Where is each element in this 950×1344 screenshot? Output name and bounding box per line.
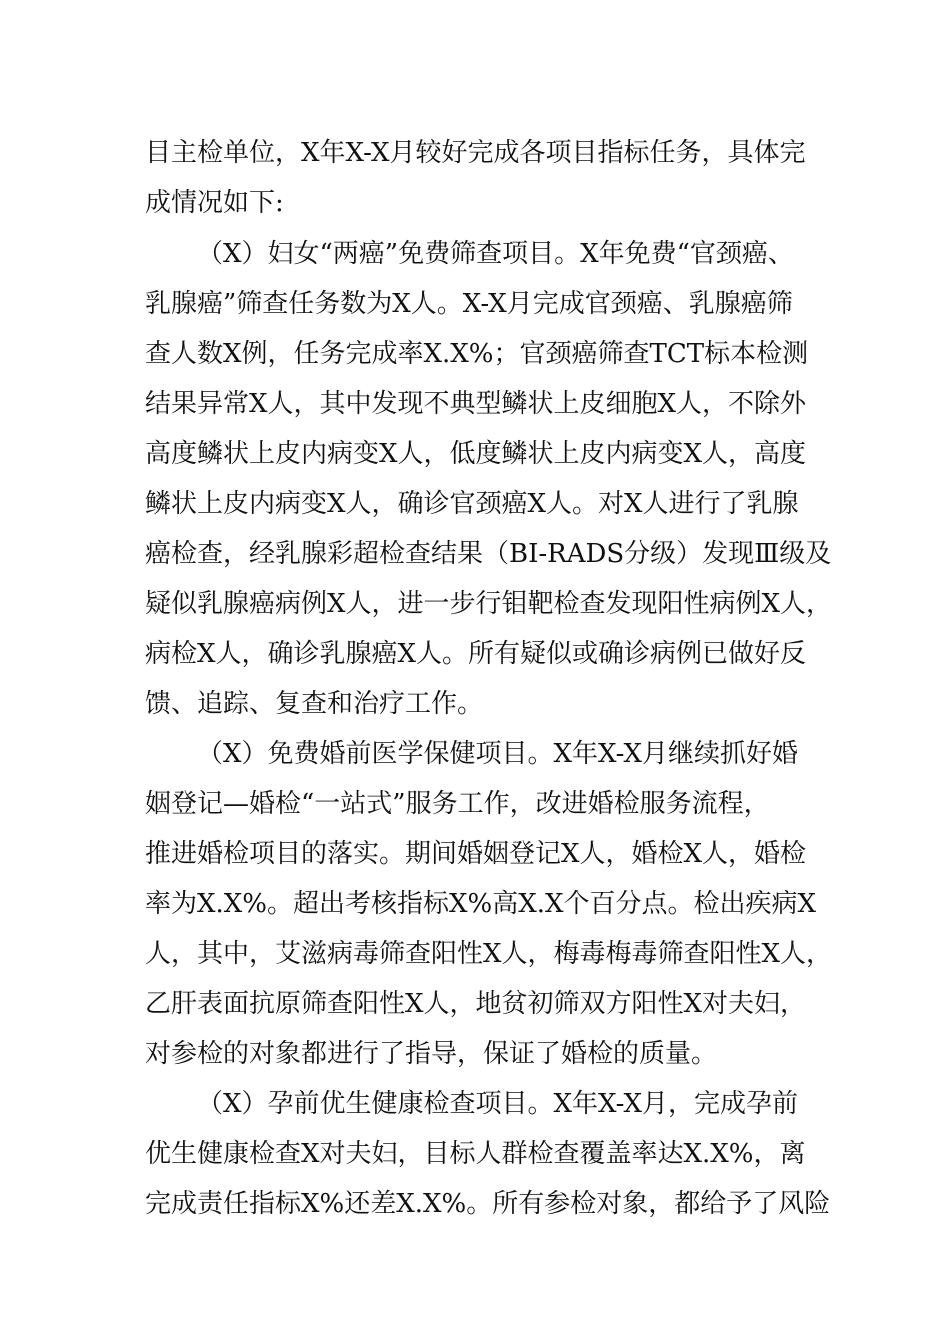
text-line: 高度鳞状上皮内病变X人，低度鳞状上皮内病变X人，高度 [145,439,807,469]
text-line: 完成责任指标X%还差X.X%。所有参检对象，都给予了风险 [145,1189,831,1219]
text-line: 乳腺癌”筛查任务数为X人。X-X月完成官颈癌、乳腺癌筛 [145,289,793,319]
text-line: 人，其中，艾滋病毒筛查阳性X人，梅毒梅毒筛查阳性X人， [145,939,833,969]
text-line: 目主检单位，X年X-X月较好完成各项目指标任务，具体完 [145,138,806,168]
text-line: 推进婚检项目的落实。期间婚姻登记X人，婚检X人，婚检 [145,839,807,869]
paragraph-start-line: （X）免费婚前医学保健项目。X年X-X月继续抓好婚 [197,739,798,769]
text-line: 鳞状上皮内病变X人，确诊官颈癌X人。对X人进行了乳腺 [145,489,799,519]
paragraph-start-line: （X）孕前优生健康检查项目。X年X-X月，完成孕前 [197,1089,798,1119]
text-line: 乙肝表面抗原筛查阳性X人，地贫初筛双方阳性X对夫妇， [145,989,807,1019]
text-line: 对参检的对象都进行了指导，保证了婚检的质量。 [145,1039,718,1069]
text-line: 病检X人，确诊乳腺癌X人。所有疑似或确诊病例已做好反 [145,639,807,669]
text-line: 癌检查，经乳腺彩超检查结果（BI-RADS分级）发现Ⅲ级及 [145,539,832,569]
text-line: 结果异常X人，其中发现不典型鳞状上皮细胞X人，不除外 [145,389,807,419]
text-line: 优生健康检查X对夫妇，目标人群检查覆盖率达X.X%，离 [145,1139,806,1169]
text-line: 查人数X例，任务完成率X.X%；官颈癌筛查TCT标本检测 [145,339,809,369]
text-line: 疑似乳腺癌病例X人，进一步行钼靶检查发现阳性病例X人， [145,589,833,619]
text-line: 率为X.X%。超出考核指标X%高X.X个百分点。检出疾病X [145,889,816,919]
text-line: 姻登记—婚检“一站式”服务工作，改进婚检服务流程， [145,789,770,819]
text-line: 馈、追踪、复查和治疗工作。 [145,689,484,719]
paragraph-start-line: （X）妇女“两癌”免费筛查项目。X年免费“官颈癌、 [197,239,794,269]
text-line: 成情况如下: [145,188,284,218]
